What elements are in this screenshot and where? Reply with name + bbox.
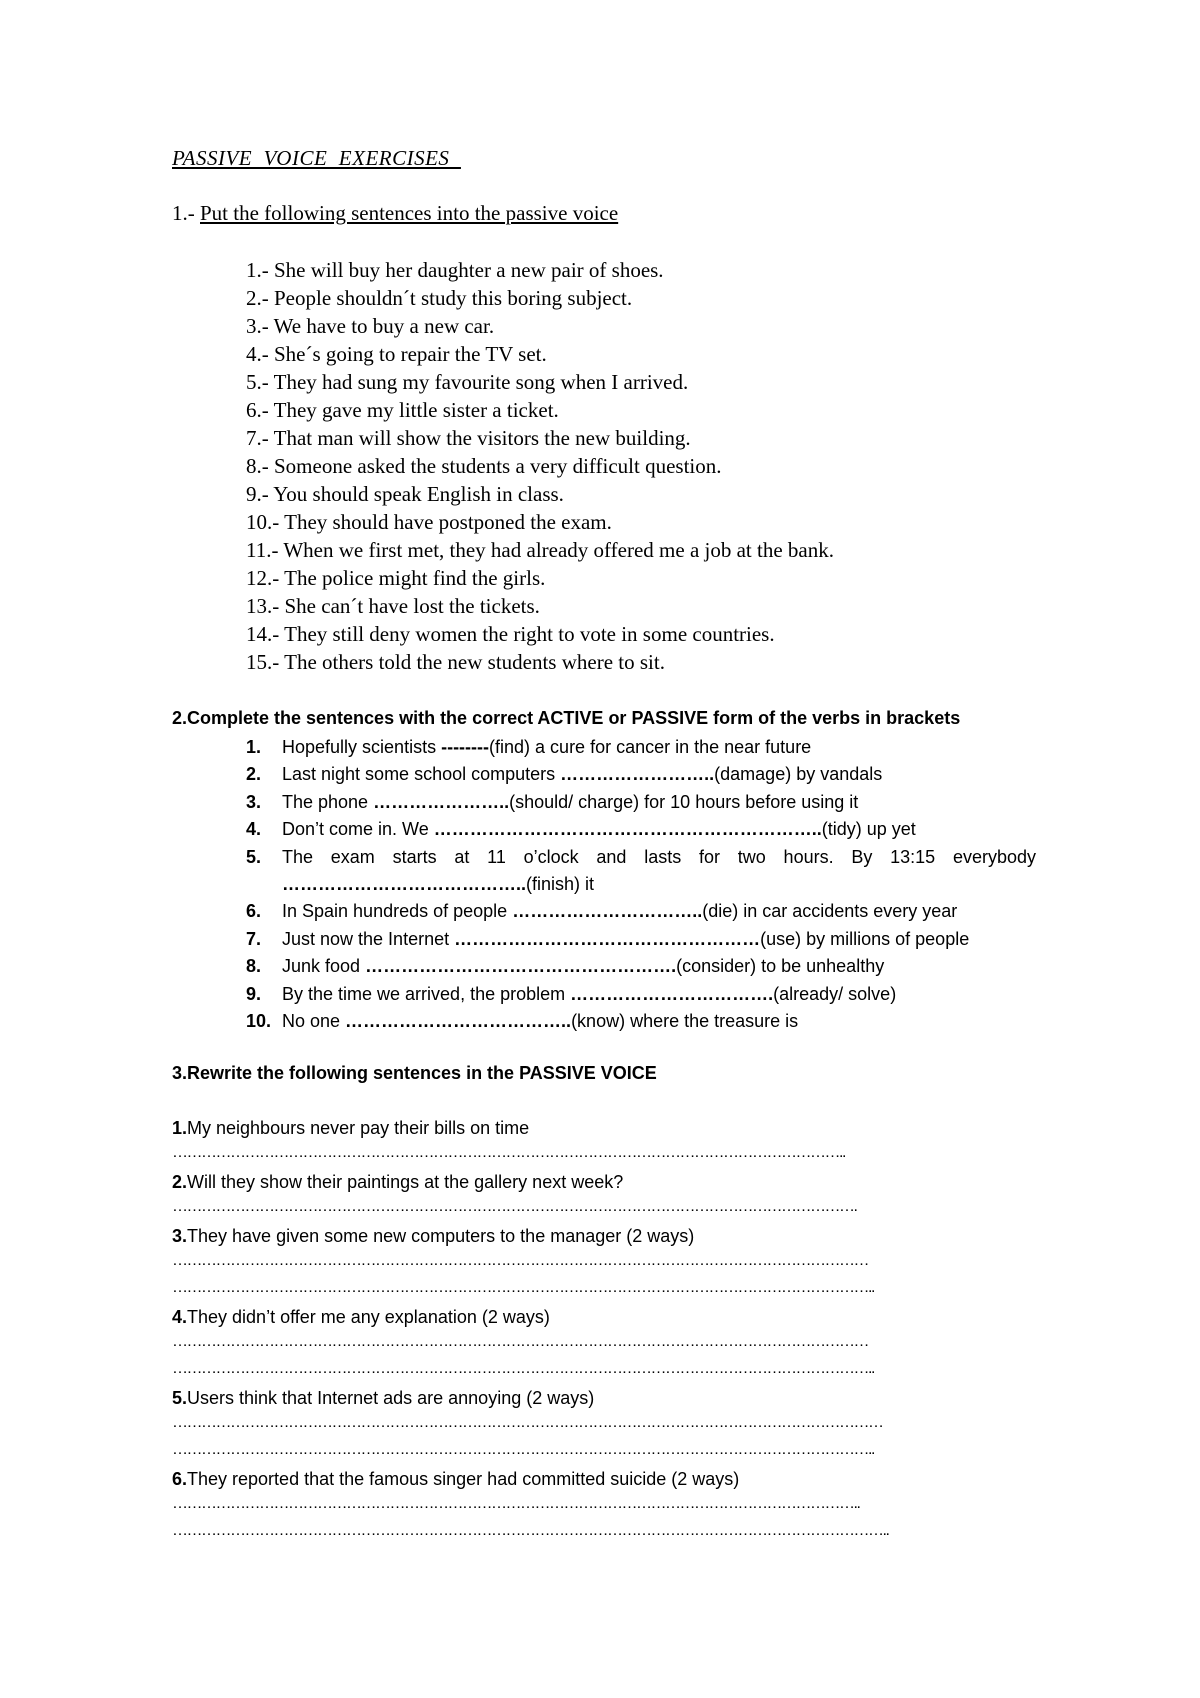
- list-item: 10.- They should have postponed the exam.: [246, 510, 612, 534]
- answer-line[interactable]: ……………………………………………………………………………………………………………………………..: [172, 1495, 860, 1512]
- section3-exercise-list: [172, 1115, 972, 1547]
- answer-blank[interactable]: ………………………………..: [345, 1011, 572, 1032]
- answer-blank[interactable]: …………………..: [373, 791, 510, 812]
- item-number: 9.: [246, 983, 262, 1004]
- exercise-sentence: [172, 1466, 972, 1493]
- section3-heading: 3.Rewrite the following sentences in the PASSIVE VOICE: [172, 1063, 657, 1083]
- exercise-sentence: [172, 1223, 972, 1250]
- answer-line[interactable]: …………………………………………………………………………………………………………………………………: [172, 1414, 883, 1431]
- item-text-before: In Spain hundreds of people: [282, 901, 513, 922]
- answer-line[interactable]: ………………………………………………………………………………………………………………………………..: [172, 1360, 874, 1377]
- item-number: 2.: [172, 1172, 188, 1192]
- item-text-after: (die) in car accidents every year: [702, 901, 958, 922]
- answer-blank[interactable]: …………………………………………….: [365, 956, 677, 977]
- answer-blank[interactable]: …………………………….: [570, 983, 774, 1004]
- item-number: 4.: [172, 1307, 188, 1327]
- list-item: 11.- When we first met, they had already offered me a job at the bank.: [246, 538, 834, 562]
- list-item: 12.- The police might find the girls.: [246, 566, 546, 590]
- sentence-text: They reported that the famous singer had committed suicide (2 ways): [187, 1469, 740, 1489]
- item-text-before: Just now the Internet: [282, 928, 455, 949]
- list-item: 4.- She´s going to repair the TV set.: [246, 342, 547, 366]
- list-item: [172, 1385, 972, 1466]
- list-item: [246, 734, 1036, 761]
- list-item: [246, 789, 1036, 816]
- item-number: 7.: [246, 928, 262, 949]
- item-text-after: (already/ solve): [773, 983, 897, 1004]
- item-text-before: Hopefully scientists: [282, 737, 442, 757]
- list-item: 3.- We have to buy a new car.: [246, 314, 495, 338]
- list-item: 1.- She will buy her daughter a new pair of shoes.: [246, 258, 664, 282]
- item-text-before: The phone: [282, 791, 374, 812]
- list-item: [172, 1115, 972, 1169]
- list-item: [246, 844, 1036, 899]
- sentence-text: They have given some new computers to the manager (2 ways): [187, 1226, 695, 1246]
- item-number: 5.: [246, 846, 262, 867]
- item-text-before: By the time we arrived, the problem: [282, 983, 571, 1004]
- item-number: 6.: [246, 901, 262, 922]
- answer-blank[interactable]: …………………………..: [512, 901, 703, 922]
- section1-heading: [172, 201, 618, 226]
- item-text-after: (find) a cure for cancer in the near future: [489, 737, 812, 757]
- item-text-after: (finish) it: [526, 874, 595, 895]
- answer-blank[interactable]: --------: [441, 737, 490, 757]
- item-text-after: (know) where the treasure is: [571, 1011, 799, 1032]
- item-number: 3.: [246, 791, 262, 812]
- item-text-after: (consider) to be unhealthy: [676, 956, 885, 977]
- section2-heading: 2.Complete the sentences with the correct ACTIVE or PASSIVE form of the verbs in brackets: [172, 708, 961, 728]
- item-text-after: (damage) by vandals: [714, 764, 883, 785]
- item-text-after: (tidy) up yet: [821, 819, 916, 840]
- answer-line[interactable]: ………………………………………………………………………………………………………………………………: [172, 1333, 868, 1350]
- list-item: 9.- You should speak English in class.: [246, 482, 564, 506]
- item-text-after: (use) by millions of people: [760, 928, 970, 949]
- item-number: 1.: [246, 737, 262, 757]
- list-item: 14.- They still deny women the right to vote in some countries.: [246, 622, 775, 646]
- answer-line[interactable]: ………………………………………………………………………………………………………………………………..: [172, 1441, 874, 1458]
- exercise-sentence: [172, 1385, 972, 1412]
- answer-blank[interactable]: ……………………..: [560, 764, 715, 785]
- list-item: [246, 981, 1036, 1008]
- sentence-text: They didn’t offer me any explanation (2 ways): [187, 1307, 550, 1327]
- list-item: [172, 1466, 972, 1547]
- answer-line[interactable]: …………………………………………………………………………………………………………………………….: [172, 1198, 857, 1215]
- section2-exercise-list: [246, 734, 1036, 1035]
- list-item: [246, 953, 1036, 980]
- list-item: 6.- They gave my little sister a ticket.: [246, 398, 559, 422]
- list-item: 5.- They had sung my favourite song when I arrived.: [246, 370, 689, 394]
- list-item: [246, 816, 1036, 843]
- list-item: 2.- People shouldn´t study this boring subject.: [246, 286, 633, 310]
- list-item: [172, 1169, 972, 1223]
- list-item: 8.- Someone asked the students a very difficult question.: [246, 454, 722, 478]
- item-number: 6.: [172, 1469, 188, 1489]
- answer-blank[interactable]: ……………………………………………: [454, 928, 761, 949]
- item-number: 10.: [246, 1011, 272, 1032]
- page-title: PASSIVE VOICE EXERCISES: [172, 146, 461, 170]
- item-number: 8.: [246, 956, 262, 977]
- section1-sentence-list: [246, 256, 834, 676]
- item-text-before: The exam starts at 11 o’clock and lasts for two hours. By 13:15 everybody: [282, 846, 1036, 867]
- list-item: 13.- She can´t have lost the tickets.: [246, 594, 540, 618]
- list-item: [246, 1008, 1036, 1035]
- answer-line[interactable]: …………………………………………………………………………………………………………………………..: [172, 1144, 845, 1161]
- list-item: [246, 898, 1036, 925]
- section1-number: 1.-: [172, 201, 200, 225]
- answer-blank[interactable]: …………………………………..: [282, 874, 527, 895]
- answer-blank[interactable]: ………………………………………………………..: [433, 819, 822, 840]
- item-number: 4.: [246, 819, 262, 840]
- list-item: [172, 1304, 972, 1385]
- sentence-text: Users think that Internet ads are annoying (2 ways): [187, 1388, 595, 1408]
- item-number: 3.: [172, 1226, 188, 1246]
- item-number: 5.: [172, 1388, 188, 1408]
- sentence-text: My neighbours never pay their bills on time: [187, 1118, 530, 1138]
- item-text-before: Last night some school computers: [282, 764, 561, 785]
- list-item: 7.- That man will show the visitors the new building.: [246, 426, 691, 450]
- item-number: 2.: [246, 764, 262, 785]
- sentence-text: Will they show their paintings at the gallery next week?: [187, 1172, 624, 1192]
- answer-line[interactable]: ………………………………………………………………………………………………………………………………..: [172, 1279, 874, 1296]
- list-item: 15.- The others told the new students where to sit.: [246, 650, 665, 674]
- exercise-sentence: [172, 1169, 972, 1196]
- item-text-before: Junk food: [282, 956, 366, 977]
- section1-instruction: Put the following sentences into the passive voice: [200, 201, 619, 225]
- item-text-after: (should/ charge) for 10 hours before using it: [509, 791, 859, 812]
- list-item: [246, 926, 1036, 953]
- answer-line[interactable]: …………………………………………………………………………………………………………………………………..: [172, 1522, 889, 1539]
- list-item: [246, 761, 1036, 788]
- item-text-before: Don’t come in. We: [282, 819, 434, 840]
- item-text-before: No one: [282, 1011, 346, 1032]
- answer-line[interactable]: ………………………………………………………………………………………………………………………………: [172, 1252, 868, 1269]
- list-item: [172, 1223, 972, 1304]
- item-number: 1.: [172, 1118, 188, 1138]
- exercise-sentence: [172, 1115, 972, 1142]
- exercise-sentence: [172, 1304, 972, 1331]
